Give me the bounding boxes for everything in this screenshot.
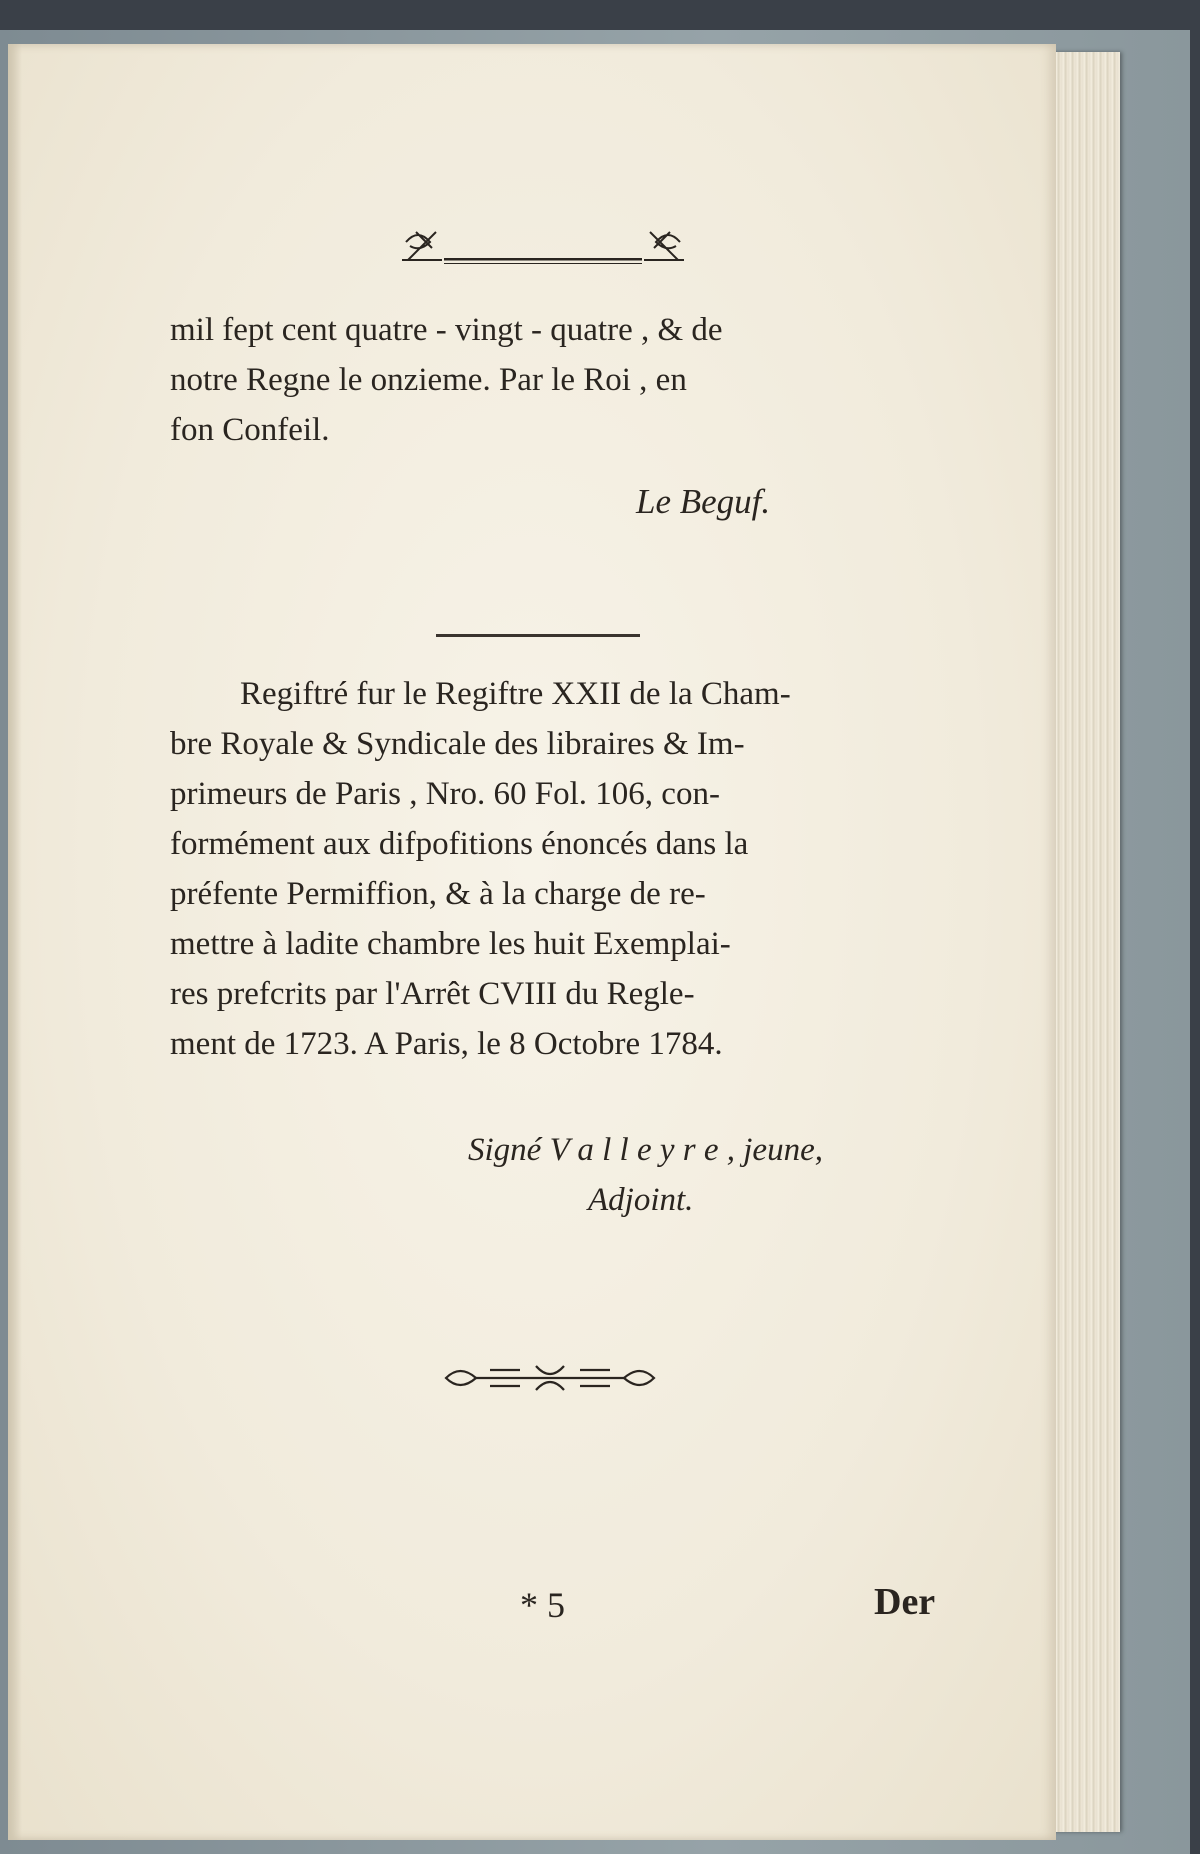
text-line: Regiftré fur le Regiftre XXII de la Cham- [240, 676, 791, 712]
page-gutter [8, 44, 22, 1840]
text-line: bre Royale & Syndicale des libraires & Im- [170, 726, 745, 762]
signature-le-beguf: Le Beguf. [636, 482, 771, 521]
text-line: ment de 1723. A Paris, le 8 Octobre 1784. [170, 1026, 723, 1062]
text-line: notre Regne le onzieme. Par le Roi , en [170, 362, 687, 398]
divider-rule [436, 634, 640, 637]
text-line: mil fept cent quatre - vingt - quatre , & de [170, 312, 723, 348]
signature-mark: * 5 [520, 1585, 565, 1625]
text-line: formément aux difpofitions énoncés dans la [170, 826, 749, 862]
text-line: mettre à ladite chambre les huit Exemplai- [170, 926, 731, 962]
signature-valleyre: Signé V a l l e y r e , jeune, [468, 1132, 823, 1168]
text-line: res prefcrits par l'Arrêt CVIII du Regle- [170, 976, 695, 1012]
fleuron-tailpiece-icon [440, 1358, 660, 1398]
text-line: fon Confeil. [170, 412, 330, 448]
text-line: préfente Permiffion, & à la charge de re- [170, 876, 706, 912]
text-line: primeurs de Paris , Nro. 60 Fol. 106, con- [170, 776, 720, 812]
fleuron-header-icon [398, 222, 688, 272]
signature-adjoint: Adjoint. [588, 1182, 694, 1218]
book-page [8, 44, 1056, 1840]
catchword: Der [874, 1581, 936, 1623]
